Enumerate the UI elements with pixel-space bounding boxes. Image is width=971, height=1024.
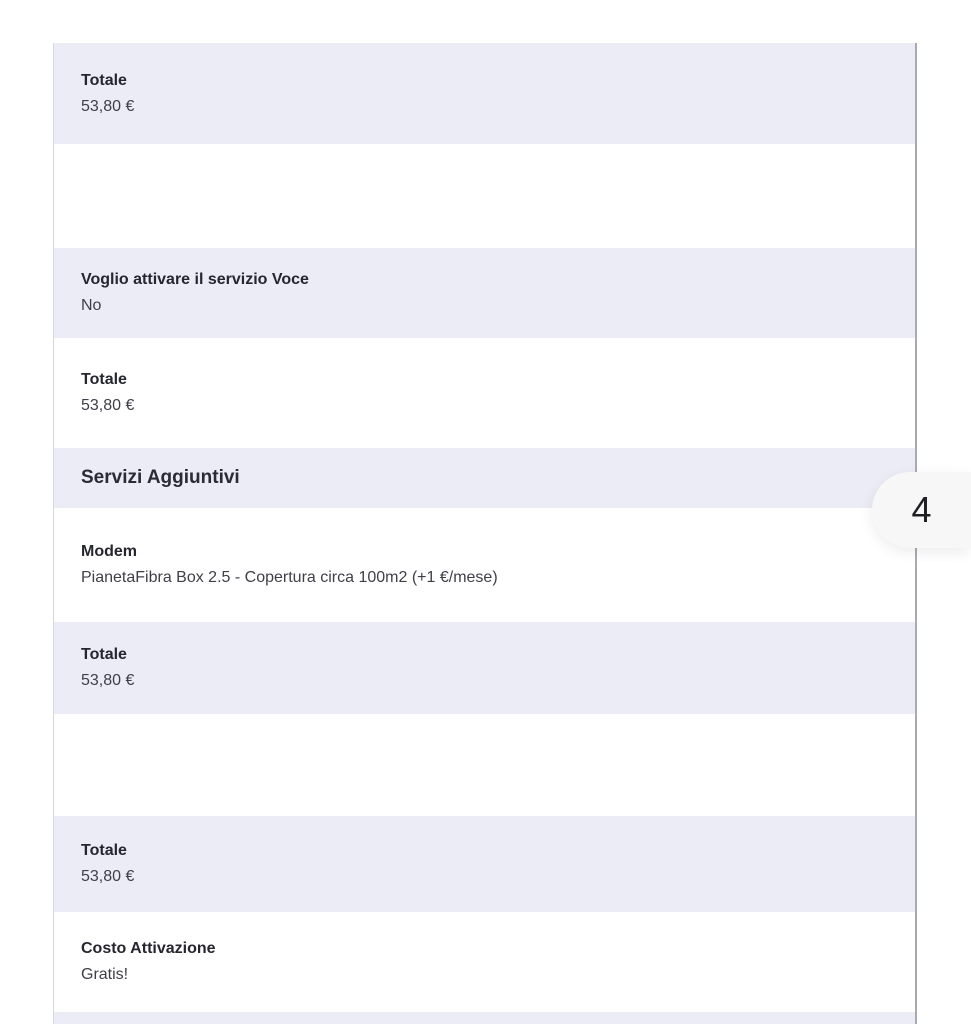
order-summary-panel bbox=[53, 43, 916, 1024]
spacer-row bbox=[54, 714, 916, 816]
row-label: Totale bbox=[81, 646, 127, 663]
spacer-row bbox=[54, 144, 916, 248]
row-value: PianetaFibra Box 2.5 - Copertura circa 100m2 (+1 €/mese) bbox=[81, 569, 498, 586]
summary-row-servizio-voce bbox=[54, 248, 916, 338]
row-value: Gratis! bbox=[81, 966, 129, 983]
partial-stripe-row bbox=[54, 1012, 916, 1024]
summary-row-costo-attivazione bbox=[54, 912, 916, 1012]
row-label: Modem bbox=[81, 543, 137, 560]
row-value: 53,80 € bbox=[81, 97, 135, 115]
row-value: 53,80 € bbox=[81, 672, 135, 689]
page-number-label: 4 bbox=[911, 489, 932, 530]
row-label: Costo Attivazione bbox=[81, 940, 216, 957]
summary-row-totale bbox=[54, 816, 916, 912]
row-label: Voglio attivare il servizio Voce bbox=[81, 271, 309, 288]
section-title: Servizi Aggiuntivi bbox=[81, 467, 240, 488]
row-label: Totale bbox=[81, 371, 127, 388]
section-header-servizi-aggiuntivi bbox=[54, 448, 916, 508]
row-label: Totale bbox=[81, 842, 127, 859]
page-number-badge[interactable] bbox=[872, 472, 971, 548]
row-value: 53,80 € bbox=[81, 868, 135, 885]
row-label: Totale bbox=[81, 71, 127, 89]
row-value: No bbox=[81, 297, 102, 314]
row-value: 53,80 € bbox=[81, 397, 135, 414]
summary-row-modem bbox=[54, 508, 916, 622]
summary-row-totale bbox=[54, 338, 916, 448]
summary-row-totale bbox=[54, 622, 916, 714]
summary-row-totale bbox=[54, 43, 916, 144]
